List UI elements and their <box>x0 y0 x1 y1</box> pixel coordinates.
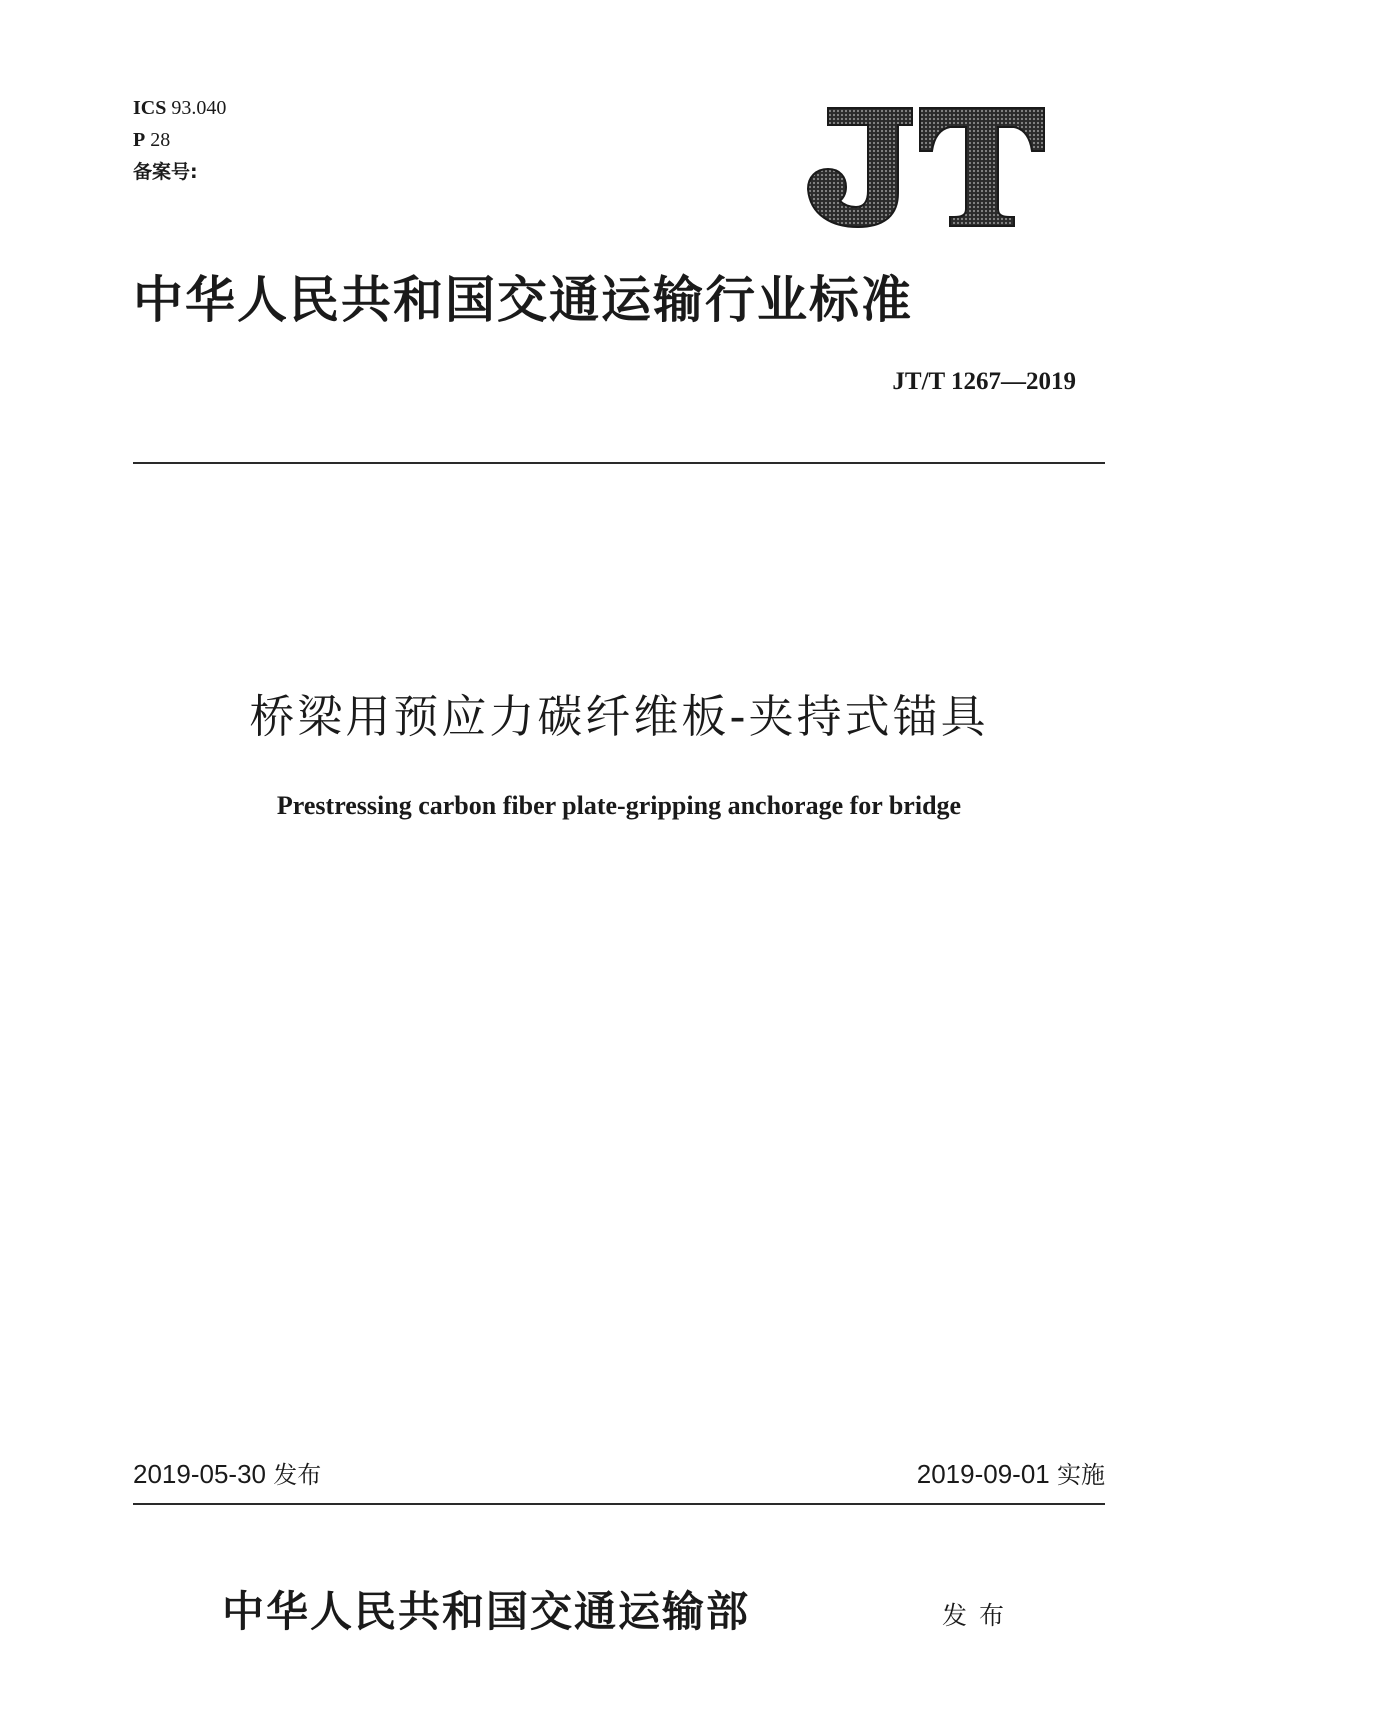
p-code <box>133 128 170 152</box>
p-label: P <box>133 129 146 151</box>
p-value: 28 <box>150 129 171 151</box>
ics-code <box>133 96 226 120</box>
logo-letter-t <box>920 108 1044 226</box>
implementation-date <box>917 1458 1105 1491</box>
issuer-action: 发布 <box>942 1601 1017 1630</box>
standard-code: JT/T 1267—2019 <box>892 368 1076 395</box>
footer-divider <box>133 1503 1105 1505</box>
header-divider <box>133 462 1105 464</box>
implementation-date-value: 2019-09-01 <box>916 1459 1050 1489</box>
document-title-cn: 桥梁用预应力碳纤维板-夹持式锚具 <box>249 690 989 743</box>
industry-standard-title: 中华人民共和国交通运输行业标准 <box>133 270 913 329</box>
logo-letter-j <box>808 108 912 227</box>
ics-label: ICS <box>133 97 167 119</box>
beian-label: 备案号: <box>133 161 198 183</box>
ics-value: 93.040 <box>171 97 227 119</box>
issue-date <box>133 1458 321 1491</box>
issue-date-suffix: 发布 <box>273 1461 322 1489</box>
issuer-name: 中华人民共和国交通运输部 <box>222 1587 751 1636</box>
implementation-date-suffix: 实施 <box>1057 1461 1105 1489</box>
document-title-en: Prestressing carbon fiber plate-gripping anchorage for bridge <box>276 791 962 820</box>
issue-date-value: 2019-05-30 <box>133 1459 266 1489</box>
jt-logo <box>800 105 1050 230</box>
